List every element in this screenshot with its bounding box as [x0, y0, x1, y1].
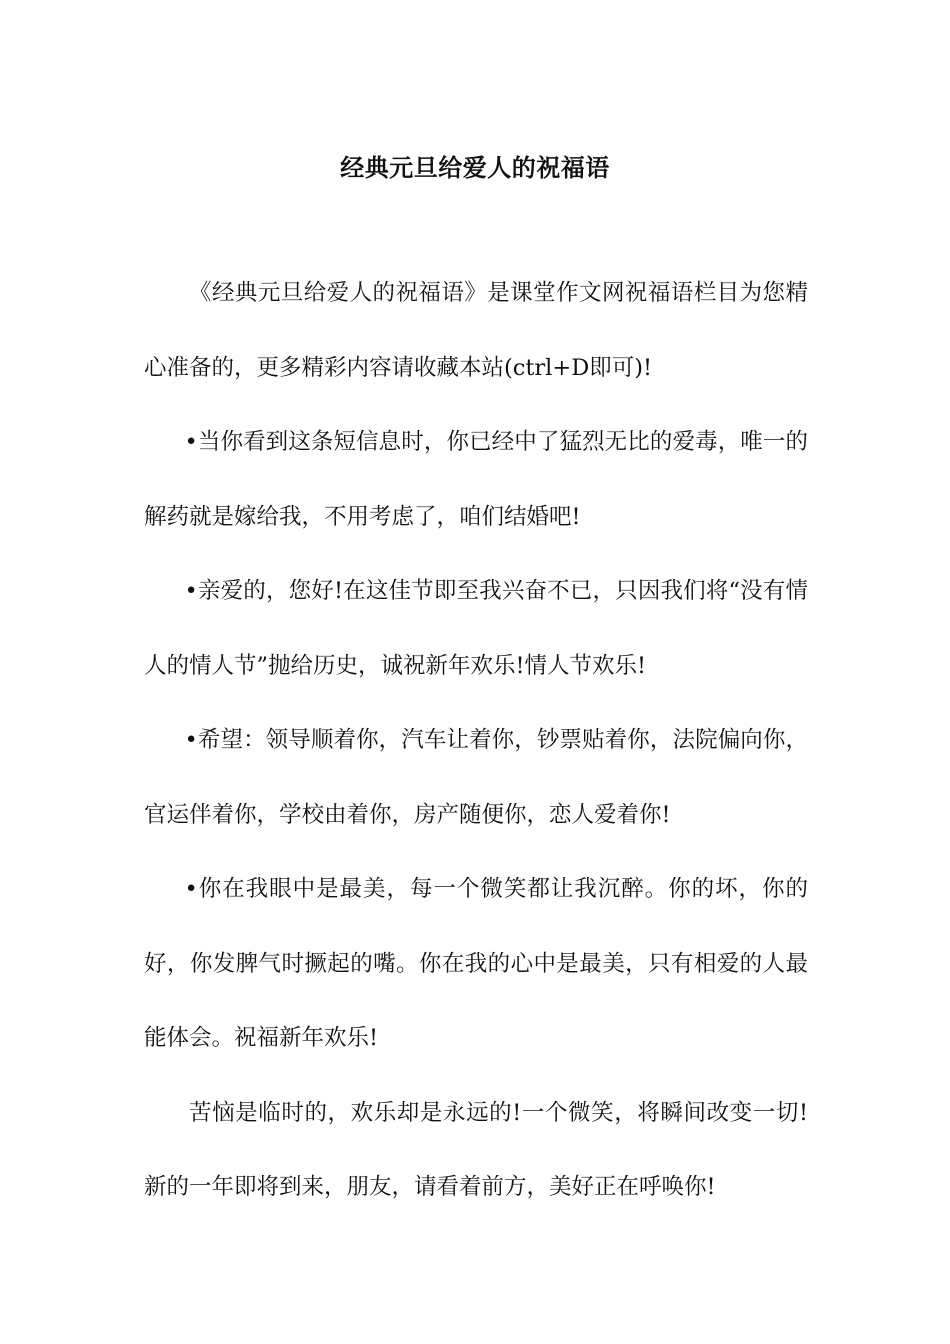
wish-paragraph-3: •希望：领导顺着你，汽车让着你，钞票贴着你，法院偏向你，官运伴着你，学校由着你，房产随便你，恋人爱着你! — [144, 727, 808, 828]
closing-paragraph: 苦恼是临时的，欢乐却是永远的!一个微笑，将瞬间改变一切!新的一年即将到来，朋友，请看着前方，美好正在呼唤你! — [144, 1099, 808, 1200]
document-body — [144, 256, 808, 1225]
wish-paragraph-4: •你在我眼中是最美，每一个微笑都让我沉醉。你的坏，你的好，你发脾气时撅起的嘴。你在我的心中是最美，只有相爱的人最能体会。祝福新年欢乐! — [144, 876, 808, 1051]
intro-paragraph: 《经典元旦给爱人的祝福语》是课堂作文网祝福语栏目为您精心准备的，更多精彩内容请收藏本站(ctrl+D即可)! — [144, 280, 808, 381]
wish-paragraph-1: •当你看到这条短信息时，你已经中了猛烈无比的爱毒，唯一的解药就是嫁给我，不用考虑了，咱们结婚吧! — [144, 429, 808, 530]
wish-paragraph-2: •亲爱的，您好!在这佳节即至我兴奋不已，只因我们将“没有情人的情人节”抛给历史，诚祝新年欢乐!情人节欢乐! — [144, 578, 808, 679]
document-title: 经典元旦给爱人的祝福语 — [340, 153, 610, 183]
